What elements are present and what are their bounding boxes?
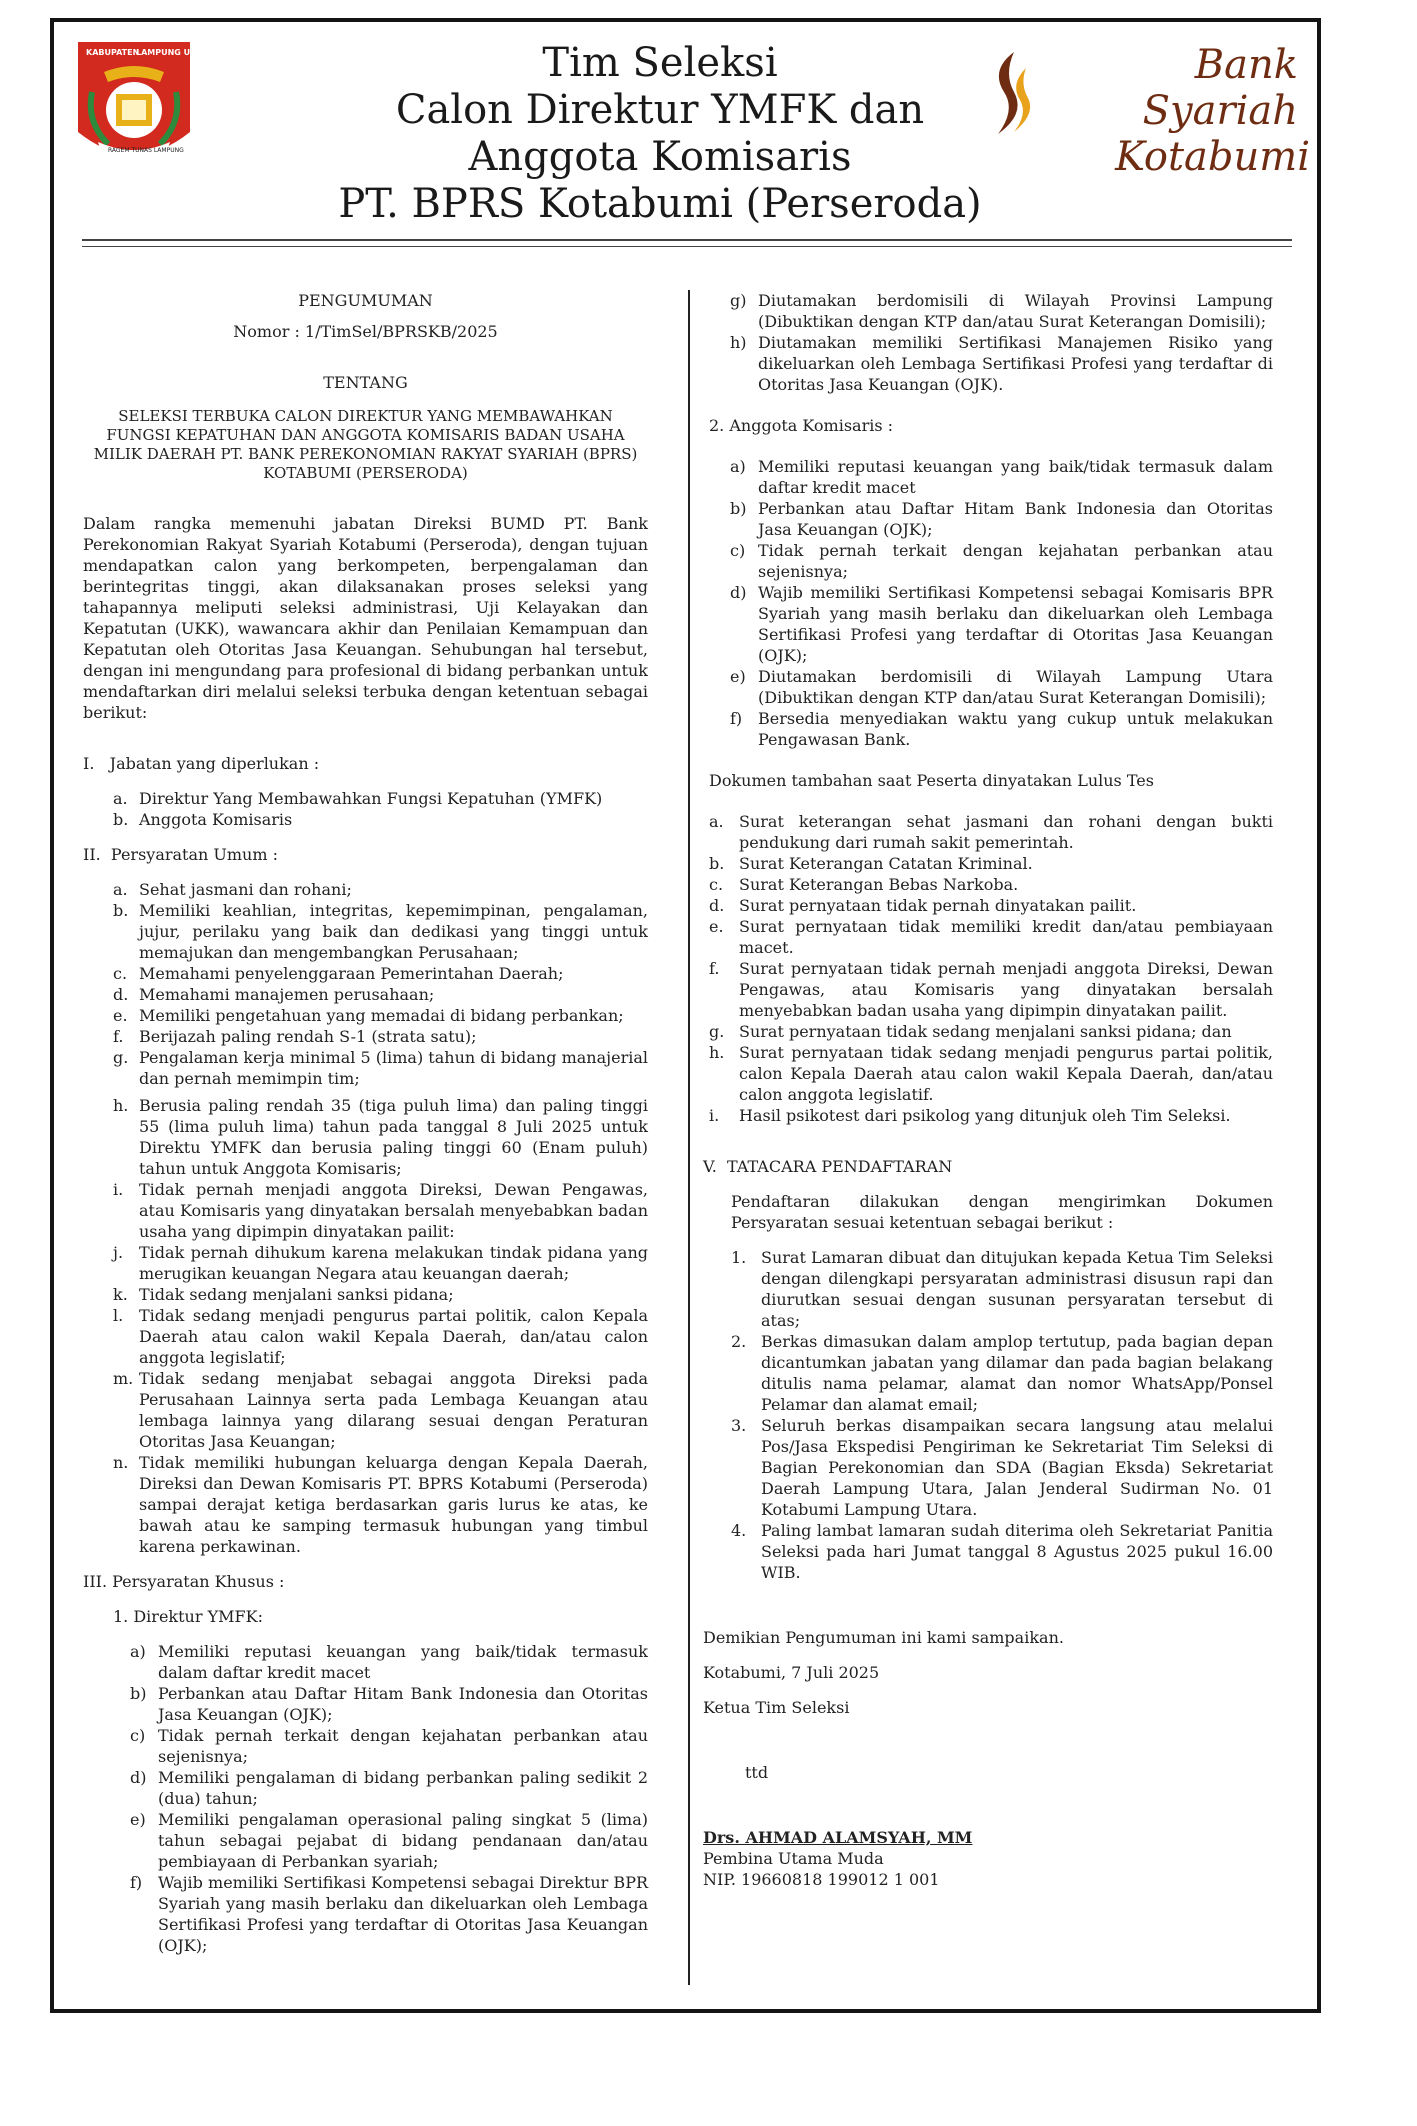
bank-syariah-flame-icon <box>980 48 1040 138</box>
list-item <box>730 708 1273 750</box>
item-text: Surat Keterangan Bebas Narkoba. <box>739 875 1019 894</box>
list-item <box>113 1452 648 1557</box>
item-marker: b. <box>113 810 129 829</box>
section5-intro: Pendaftaran dilakukan dengan mengirimkan Dokumen Persyaratan sesuai ketentuan sebagai berikut : <box>731 1192 1273 1232</box>
item-text: Tidak pernah terkait dengan kejahatan perbankan atau sejenisnya; <box>758 541 1273 581</box>
list-item <box>113 1368 648 1452</box>
item-text: Tidak pernah terkait dengan kejahatan perbankan atau sejenisnya; <box>158 1726 648 1766</box>
item-text: Anggota Komisaris <box>139 810 293 829</box>
item-text: Memiliki pengalaman operasional paling singkat 5 (lima) tahun sebagai pejabat di bidang pendanaan dan/atau pembiayaan di Perbankan syariah; <box>158 1810 648 1871</box>
item-marker: a. <box>709 812 724 831</box>
item-text: Pengalaman kerja minimal 5 (lima) tahun di bidang manajerial dan pernah memimpin tim; <box>139 1048 648 1088</box>
item-marker: f. <box>113 1027 124 1046</box>
list-item <box>113 1284 648 1305</box>
list-item <box>113 1305 648 1368</box>
item-text: Perbankan atau Daftar Hitam Bank Indonesia dan Otoritas Jasa Keuangan (OJK); <box>758 499 1273 539</box>
item-marker: 2. <box>731 1332 747 1351</box>
item-marker: g. <box>709 1022 725 1041</box>
item-marker: a) <box>130 1642 146 1661</box>
signatory-name: Drs. AHMAD ALAMSYAH, MM <box>703 1828 973 1847</box>
list-item <box>113 900 648 963</box>
list-item <box>113 1026 648 1047</box>
item-text: Tidak memiliki hubungan keluarga dengan Kepala Daerah, Direksi dan Dewan Komisaris PT. BPRS Kotabumi (Perseroda) sampai derajat ketiga berdasarkan garis lurus ke atas, ke bawah atau ke samping termasuk hubungan yang timbul karena perkawinan. <box>139 1453 648 1556</box>
list-item <box>709 1042 1273 1105</box>
announcement-about: TENTANG <box>323 373 408 392</box>
item-text: Diutamakan berdomisili di Wilayah Lampung Utara (Dibuktikan dengan KTP dan/atau Surat Keterangan Domisili); <box>758 667 1273 707</box>
announcement-label: PENGUMUMAN <box>298 291 433 310</box>
announcement-number: Nomor : 1/TimSel/BPRSKB/2025 <box>233 322 498 341</box>
item-marker: i. <box>709 1106 720 1125</box>
item-marker: c. <box>709 875 724 894</box>
item-text: Tidak pernah dihukum karena melakukan tindak pidana yang merugikan keuangan Negara atau keuangan daerah; <box>139 1243 648 1283</box>
list-item <box>113 1047 648 1089</box>
list-item <box>113 1005 648 1026</box>
section2-list <box>83 879 648 1557</box>
list-item <box>130 1767 648 1809</box>
item-marker: k. <box>113 1285 128 1304</box>
list-item <box>709 811 1273 853</box>
title-line-4: PT. BPRS Kotabumi (Perseroda) <box>338 181 982 227</box>
list-item <box>730 456 1273 498</box>
left-column <box>83 290 648 1956</box>
emblem-motto: RAGEM TUNAS LAMPUNG <box>108 147 184 154</box>
right-column <box>703 290 1273 1890</box>
column-divider <box>688 290 690 1985</box>
item-marker: 3. <box>731 1416 747 1435</box>
section5-heading: V. TATACARA PENDAFTARAN <box>703 1157 953 1176</box>
list-item <box>113 963 648 984</box>
item-text: Surat Keterangan Catatan Kriminal. <box>739 854 1033 873</box>
list-item <box>731 1415 1273 1520</box>
list-item <box>709 916 1273 958</box>
item-marker: d. <box>113 985 129 1004</box>
item-marker: 4. <box>731 1521 747 1540</box>
item-text: Wajib memiliki Sertifikasi Kompetensi sebagai Komisaris BPR Syariah yang masih berlaku dan dikeluarkan oleh Lembaga Sertifikasi Profesi yang terdaftar di Otoritas Jasa Keuangan (OJK); <box>758 583 1273 665</box>
item-text: Diutamakan berdomisili di Wilayah Provinsi Lampung (Dibuktikan dengan KTP dan/atau Surat Keterangan Domisili); <box>758 291 1273 331</box>
list-item <box>113 1179 648 1242</box>
item-text: Tidak sedang menjabat sebagai anggota Direksi pada Perusahaan Lainnya serta pada Lembaga Keuangan atau lembaga lainnya yang dilarang sesuai dengan Peraturan Otoritas Jasa Keuangan; <box>139 1369 648 1451</box>
announcement-subject <box>83 407 648 483</box>
list-item <box>730 498 1273 540</box>
list-item <box>731 1520 1273 1583</box>
list-item <box>709 1021 1273 1042</box>
item-marker: 1. <box>731 1248 747 1267</box>
item-text: Bersedia menyediakan waktu yang cukup untuk melakukan Pengawasan Bank. <box>758 709 1273 749</box>
section3-sub2-list <box>703 456 1273 750</box>
section1-list <box>83 788 648 830</box>
list-item <box>113 809 648 830</box>
section2-heading: II. Persyaratan Umum : <box>83 845 279 864</box>
item-text: Direktur Yang Membawahkan Fungsi Kepatuhan (YMFK) <box>139 789 603 808</box>
item-marker: b. <box>113 901 129 920</box>
item-marker: f) <box>730 709 743 728</box>
item-text: Berijazah paling rendah S-1 (strata satu); <box>139 1027 477 1046</box>
emblem-text-region: LAMPUNG UTARA <box>136 48 214 57</box>
header-title <box>280 40 1040 228</box>
item-text: Berkas dimasukan dalam amplop tertutup, pada bagian depan dicantumkan jabatan yang dilamar dan pada bagian belakang ditulis nama pelamar, alamat dan nomor WhatsApp/Ponsel Pelamar dan alamat email; <box>761 1332 1273 1414</box>
list-item <box>113 879 648 900</box>
list-item <box>113 1242 648 1284</box>
item-text: Memahami manajemen perusahaan; <box>139 985 435 1004</box>
item-text: Diutamakan memiliki Sertifikasi Manajemen Risiko yang dikeluarkan oleh Lembaga Sertifikasi Profesi yang terdaftar di Otoritas Jasa Keuangan (OJK). <box>758 333 1273 394</box>
item-marker: b) <box>730 499 747 518</box>
bank-name-line-1: Bank Syariah <box>1142 42 1298 134</box>
item-text: Sehat jasmani dan rohani; <box>139 880 352 899</box>
section1-heading: I. Jabatan yang diperlukan : <box>83 754 320 773</box>
list-item <box>730 582 1273 666</box>
closing-signed: ttd <box>745 1763 769 1782</box>
item-text: Memiliki keahlian, integritas, kepemimpinan, pengalaman, jujur, perilaku yang baik dan dedikasi yang tinggi untuk memajukan dan mengembangkan Perusahaan; <box>139 901 648 962</box>
item-marker: j. <box>113 1243 124 1262</box>
list-item <box>730 332 1273 395</box>
section3-sub1-list-continued <box>703 290 1273 395</box>
bank-name <box>1050 42 1310 180</box>
list-item <box>730 290 1273 332</box>
item-text: Tidak sedang menjadi pengurus partai politik, calon Kepala Daerah atau calon wakil Kepala Daerah, dan/atau calon anggota legislatif; <box>139 1306 648 1367</box>
signatory-rank: Pembina Utama Muda <box>703 1849 884 1868</box>
item-marker: h) <box>730 333 747 352</box>
bank-name-line-2: Kotabumi <box>1115 134 1310 180</box>
item-marker: g. <box>113 1048 129 1067</box>
title-line-1: Tim Seleksi <box>542 40 778 86</box>
closing-role: Ketua Tim Seleksi <box>703 1698 850 1717</box>
list-item <box>113 984 648 1005</box>
item-marker: h. <box>709 1043 725 1062</box>
header-rule-thin <box>82 246 1292 247</box>
item-text: Surat pernyataan tidak sedang menjalani sanksi pidana; dan <box>739 1022 1232 1041</box>
list-item <box>130 1683 648 1725</box>
list-item <box>709 958 1273 1021</box>
section3-sub1-heading: 1. Direktur YMFK: <box>113 1607 263 1626</box>
item-text: Memiliki reputasi keuangan yang baik/tidak termasuk dalam daftar kredit macet <box>758 457 1273 497</box>
list-item <box>113 1095 648 1179</box>
item-text: Paling lambat lamaran sudah diterima oleh Sekretariat Panitia Seleksi pada hari Jumat tanggal 8 Agustus 2025 pukul 16.00 WIB. <box>761 1521 1273 1582</box>
closing-text: Demikian Pengumuman ini kami sampaikan. <box>703 1628 1064 1647</box>
list-item <box>709 874 1273 895</box>
item-marker: c. <box>113 964 128 983</box>
item-marker: n. <box>113 1453 129 1472</box>
title-line-2: Calon Direktur YMFK dan <box>395 87 925 133</box>
item-text: Perbankan atau Daftar Hitam Bank Indonesia dan Otoritas Jasa Keuangan (OJK); <box>158 1684 648 1724</box>
item-marker: m. <box>113 1369 134 1388</box>
section4-list <box>703 811 1273 1126</box>
item-text: Tidak pernah menjadi anggota Direksi, Dewan Pengawas, atau Komisaris yang dinyatakan bersalah menyebabkan badan usaha yang dipimpin dinyatakan pailit: <box>139 1180 648 1241</box>
closing-place-date: Kotabumi, 7 Juli 2025 <box>703 1663 880 1682</box>
list-item <box>730 540 1273 582</box>
item-text: Memiliki reputasi keuangan yang baik/tidak termasuk dalam daftar kredit macet <box>158 1642 648 1682</box>
item-text: Surat pernyataan tidak sedang menjadi pengurus partai politik, calon Kepala Daerah atau calon wakil Kepala Daerah, dan/atau calon anggota legislatif. <box>739 1043 1273 1104</box>
list-item <box>130 1641 648 1683</box>
emblem-text-kabupaten: KABUPATEN <box>86 48 140 57</box>
item-text: Hasil psikotest dari psikolog yang ditunjuk oleh Tim Seleksi. <box>739 1106 1231 1125</box>
header-rule-thick <box>82 239 1292 241</box>
item-text: Surat pernyataan tidak pernah dinyatakan pailit. <box>739 896 1137 915</box>
item-marker: a. <box>113 789 128 808</box>
item-text: Surat keterangan sehat jasmani dan rohani dengan bukti pendukung dari rumah sakit pemerintah. <box>739 812 1273 852</box>
section4-heading: Dokumen tambahan saat Peserta dinyatakan Lulus Tes <box>709 771 1154 790</box>
item-text: Memiliki pengalaman di bidang perbankan paling sedikit 2 (dua) tahun; <box>158 1768 648 1808</box>
item-text: Surat Lamaran dibuat dan ditujukan kepada Ketua Tim Seleksi dengan dilengkapi persyaratan administrasi disusun rapi dan diurutkan sesuai dengan susunan persyaratan tersebut di atas; <box>761 1248 1273 1330</box>
list-item <box>130 1725 648 1767</box>
list-item <box>709 853 1273 874</box>
item-marker: i. <box>113 1180 124 1199</box>
signatory-nip: NIP. 19660818 199012 1 001 <box>703 1870 940 1889</box>
item-marker: c) <box>130 1726 146 1745</box>
item-text: Seluruh berkas disampaikan secara langsung atau melalui Pos/Jasa Ekspedisi Pengiriman ke Sekretariat Tim Seleksi di Bagian Perekonomian dan SDA (Bagian Eksda) Sekretariat Daerah Lampung Utara, Jalan Jenderal Sudirman No. 01 Kotabumi Lampung Utara. <box>761 1416 1273 1519</box>
item-text: Berusia paling rendah 35 (tiga puluh lima) dan paling tinggi 55 (lima puluh lima) tahun pada tanggal 8 Juli 2025 untuk Direktu YMFK dan berusia paling tinggi 60 (Enam puluh) tahun untuk Anggota Komisaris; <box>139 1096 648 1178</box>
item-marker: l. <box>113 1306 124 1325</box>
list-item <box>130 1809 648 1872</box>
list-item <box>709 895 1273 916</box>
item-marker: f. <box>709 959 720 978</box>
list-item <box>731 1331 1273 1415</box>
item-text: Tidak sedang menjalani sanksi pidana; <box>139 1285 454 1304</box>
list-item <box>113 788 648 809</box>
item-marker: b) <box>130 1684 147 1703</box>
subject-line-3: MILIK DAERAH PT. BANK PEREKONOMIAN RAKYAT SYARIAH (BPRS) <box>93 445 638 463</box>
section3-sub2-heading: 2. Anggota Komisaris : <box>709 416 894 435</box>
subject-line-2: FUNGSI KEPATUHAN DAN ANGGOTA KOMISARIS BADAN USAHA <box>106 426 625 444</box>
item-marker: h. <box>113 1096 129 1115</box>
announcement-intro: Dalam rangka memenuhi jabatan Direksi BUMD PT. Bank Perekonomian Rakyat Syariah Kotabumi (Perseroda), dengan tujuan mendapatkan calon yang berkompeten, berpengalaman dan berintegritas tinggi, akan dilaksanakan proses seleksi yang tahapannya meliputi seleksi administrasi, Uji Kelayakan dan Kepatutan (UKK), wawancara akhir dan Penilaian Kemampuan dan Kepatutan oleh Otoritas Jasa Keuangan. Sehubungan hal tersebut, dengan ini mengundang para profesional di bidang perbankan untuk mendaftarkan diri melalui seleksi terbuka dengan ketentuan sebagai berikut: <box>83 514 648 722</box>
item-marker: f) <box>130 1873 143 1892</box>
item-marker: e. <box>709 917 724 936</box>
lampung-utara-emblem-icon <box>64 32 214 177</box>
list-item <box>730 666 1273 708</box>
item-text: Surat pernyataan tidak pernah menjadi anggota Direksi, Dewan Pengawas, atau Komisaris yang dinyatakan bersalah menyebabkan badan usaha yang dipimpin dinyatakan pailit. <box>739 959 1273 1020</box>
item-text: Wajib memiliki Sertifikasi Kompetensi sebagai Direktur BPR Syariah yang masih berlaku dan dikeluarkan oleh Lembaga Sertifikasi Profesi yang terdaftar di Otoritas Jasa Keuangan (OJK); <box>158 1873 648 1955</box>
subject-line-4: KOTABUMI (PERSERODA) <box>263 464 468 482</box>
item-marker: a) <box>730 457 746 476</box>
section5-list <box>703 1247 1273 1583</box>
item-marker: e. <box>113 1006 128 1025</box>
item-marker: d. <box>709 896 725 915</box>
item-marker: e) <box>730 667 746 686</box>
item-marker: b. <box>709 854 725 873</box>
item-text: Memiliki pengetahuan yang memadai di bidang perbankan; <box>139 1006 624 1025</box>
title-line-3: Anggota Komisaris <box>468 134 852 180</box>
item-marker: c) <box>730 541 746 560</box>
item-text: Surat pernyataan tidak memiliki kredit dan/atau pembiayaan macet. <box>739 917 1273 957</box>
list-item <box>709 1105 1273 1126</box>
section3-heading: III. Persyaratan Khusus : <box>83 1572 285 1591</box>
item-marker: a. <box>113 880 128 899</box>
item-marker: g) <box>730 291 747 310</box>
item-marker: e) <box>130 1810 146 1829</box>
item-text: Memahami penyelenggaraan Pemerintahan Daerah; <box>139 964 564 983</box>
subject-line-1: SELEKSI TERBUKA CALON DIREKTUR YANG MEMBAWAHKAN <box>118 407 613 425</box>
list-item <box>731 1247 1273 1331</box>
section3-sub1-list <box>83 1641 648 1956</box>
list-item <box>130 1872 648 1956</box>
item-marker: d) <box>730 583 747 602</box>
item-marker: d) <box>130 1768 147 1787</box>
